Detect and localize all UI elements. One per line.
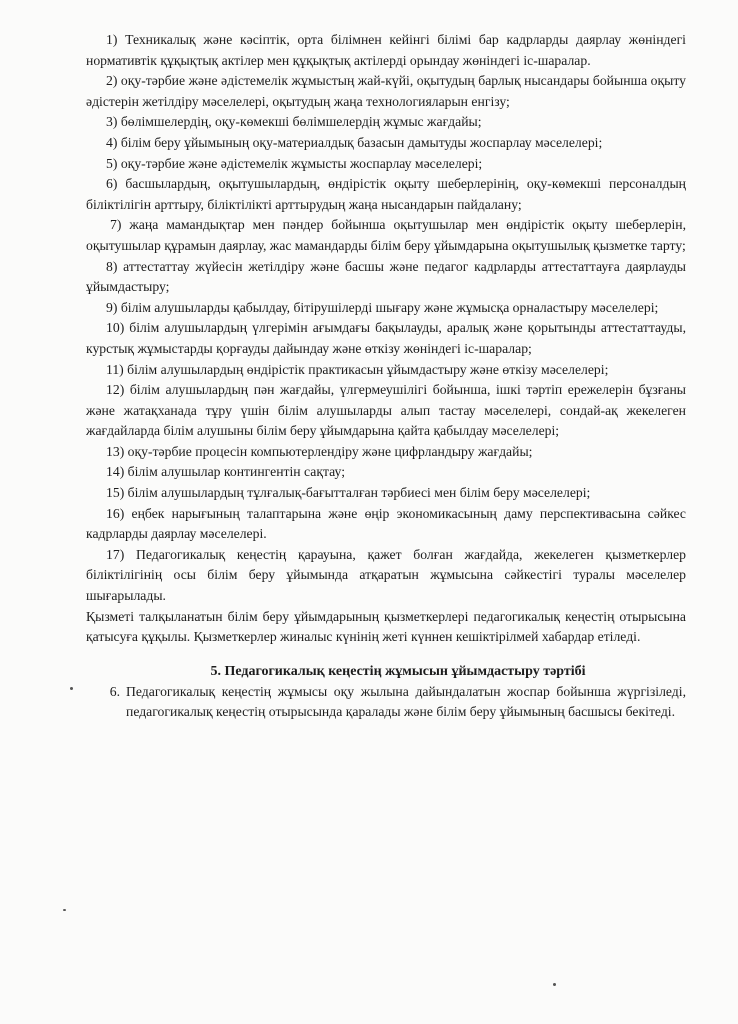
list-item: 16) еңбек нарығының талаптарына және өңір экономикасының даму перспективасына сәйкес кадрларды даярлау мәселелері.: [86, 505, 686, 542]
clause-6: [86, 682, 686, 723]
list-item: 3) бөлімшелердің, оқу-көмекші бөлімшелердің жұмыс жағдайы;: [106, 114, 482, 130]
list-item: 8) аттестаттау жүйесін жетілдіру және басшы және педагог кадрларды аттестаттауға даярлауды ұйымдастыру;: [86, 258, 686, 295]
document-body: [86, 30, 686, 723]
list-item: 7) жаңа мамандықтар мен пәндер бойынша оқытушылар мен өндірістік оқыту шеберлерін, оқытушылар құрамын даярлау, жас мамандарды білім беру ұйымдарына оқытушылық қызметке тарту;: [86, 217, 686, 253]
clause-number: 6.: [109, 683, 120, 699]
list-item: 11) білім алушылардың өндірістік практикасын ұйымдастыру және өткізу мәселелері;: [106, 361, 609, 377]
list-item: 1) Техникалық және кәсіптік, орта білімнен кейінгі білімі бар кадрларды даярлау жөніндегі нормативтік құқықтық актілер мен құқықтық актілерді орындау жөніндегі іс-шаралар.: [86, 32, 686, 68]
list-item: 12) білім алушылардың пән жағдайы, үлгермеушілігі бойынша, ішкі тәртіп ережелерін бұзғаны және жатақханада тұру үшін білім алушыларды алып тастау мәселелері, сондай-ақ жекелеген жағдайларда білім алушыны білім беру ұйымдарына қайта қабылдау мәселелері;: [86, 382, 686, 439]
scan-speck: [553, 983, 556, 986]
list-item: 4) білім беру ұйымының оқу-материалдық базасын дамытуды жоспарлау мәселелері;: [106, 134, 603, 150]
list-item: 13) оқу-тәрбие процесін компьютерлендіру және цифрландыру жағдайы;: [106, 443, 533, 459]
list-item: 15) білім алушылардың тұлғалық-бағытталған тәрбиесі мен білім беру мәселелері;: [106, 485, 591, 501]
section-heading: 5. Педагогикалық кеңестің жұмысын ұйымдастыру тәртібі: [210, 663, 586, 679]
clause-text: Педагогикалық кеңестің жұмысы оқу жылына дайындалатын жоспар бойынша жүргізіледі, педагогикалық кеңестің отырысында қаралады және білім беру ұйымының басшысы бекітеді.: [126, 683, 686, 720]
list-item: 5) оқу-тәрбие және әдістемелік жұмысты жоспарлау мәселелері;: [106, 155, 483, 171]
notice-paragraph: Қызметі талқыланатын білім беру ұйымдарының қызметкерлері педагогикалық кеңестің отырысына қатысуға құқылы. Қызметкерлер жиналыс күнінің жеті күннен кешіктірілмей хабардар етіледі.: [86, 608, 686, 645]
list-item: 9) білім алушыларды қабылдау, бітірушілерді шығару және жұмысқа орналастыру мәселелері;: [106, 299, 659, 315]
list-item: 10) білім алушылардың үлгерімін ағымдағы бақылауды, аралық және қорытынды аттестаттауды, курстық жұмыстарды қорғауды дайындау және өткізу жөніндегі іс-шаралар;: [86, 320, 686, 356]
list-item: 14) білім алушылар контингентін сақтау;: [106, 464, 346, 480]
scan-speck: [70, 687, 73, 690]
list-item: 6) басшылардың, оқытушылардың, өндірістік оқыту шеберлерінің, оқу-көмекші персоналдың біліктілігін арттыру, біліктілікті арттырудың жаңа нысандарын пайдалану;: [86, 176, 686, 212]
list-item: 17) Педагогикалық кеңестің қарауына, қажет болған жағдайда, жекелеген қызметкерлер біліктілігінің осы білім беру ұйымында атқаратын жұмысына сәйкестігі туралы мәселелер шығарылады.: [86, 546, 686, 604]
scan-speck: [63, 909, 66, 911]
list-item: 2) оқу-тәрбие және әдістемелік жұмыстың жай-күйі, оқытудың барлық нысандары бойынша оқыту әдістерін жетілдіру мәселелері, оқытудың жаңа технологияларын енгізу;: [86, 73, 686, 109]
